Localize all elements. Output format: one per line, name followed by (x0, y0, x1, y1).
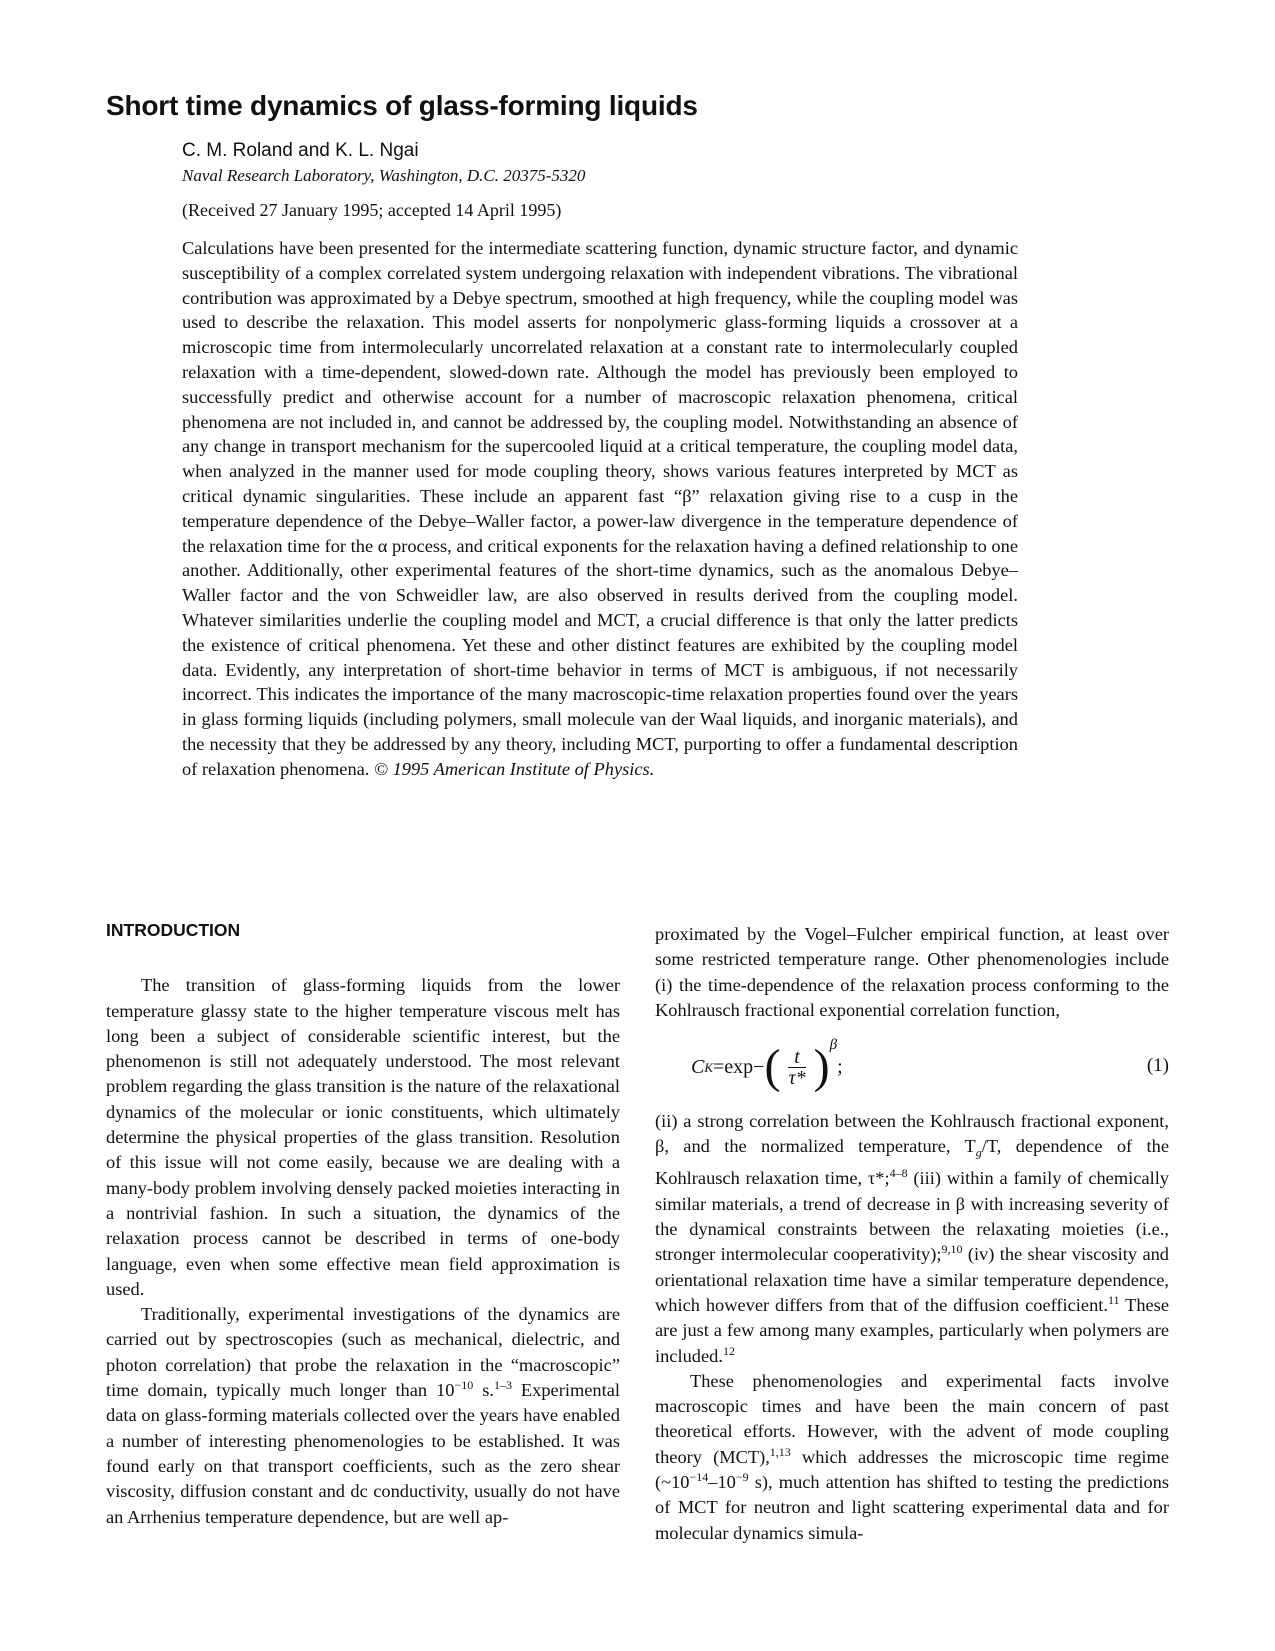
text-run: s. (473, 1380, 494, 1401)
reference-marker: 1,13 (769, 1444, 791, 1459)
subscript: g (975, 1146, 982, 1161)
text-run: –10 (708, 1472, 736, 1493)
reference-marker: 9,10 (941, 1242, 963, 1257)
right-paragraph-1: proximated by the Vogel–Fulcher empirical function, at least over some restricted temperature range. Other phenomenologies include (i) the time-dependence of the relaxation process conforming to the Kohlrausch fractional exponential correlation function, (655, 924, 1169, 1020)
text-run: These are just a few among many examples, particularly when polymers are included. (655, 1294, 1169, 1366)
paper-title: Short time dynamics of glass-forming liquids (106, 90, 698, 121)
text-run: Experimental data on glass-forming materials collected over the years have enabled a number of interesting phenomenologies to be established. It was found early on that transport coefficients, such as the zero shear viscosity, diffusion constant and dc conductivity, usually do not have an Arrhenius temperature dependence, but are well ap- (106, 1380, 620, 1527)
superscript: −10 (454, 1377, 474, 1392)
intro-paragraph-1: The transition of glass-forming liquids from the lower temperature glassy state to the higher temperature viscous melt has long been a subject of considerable scientific interest, but the phenomenon is still not adequately understood. The most relevant problem regarding the glass transition is the nature of the relaxational dynamics of the molecular or ionic constituents, which ultimately determine the physical properties of the glass transition. Resolution of this issue will not come easily, because we are dealing with a many-body problem involving densely packed moieties interacting in a nontrivial fashion. In such a situation, the dynamics of the relaxation process cannot be described in terms of one-body language, even when some effective mean field approximation is used. (106, 975, 620, 1299)
reference-marker: 12 (722, 1343, 735, 1358)
reference-marker: 4–8 (889, 1166, 908, 1181)
abstract (182, 236, 1018, 782)
text-run: (ii) a strong correlation between the Kohlrausch fractional exponent, β, and the normalized temperature, T (655, 1111, 1169, 1157)
text-run: which addresses the microscopic time regime (~10 (655, 1446, 1169, 1493)
right-paragraph-3 (655, 1369, 1169, 1546)
eq-fraction (782, 1047, 811, 1088)
eq-denominator: τ* (788, 1066, 806, 1089)
eq-lhs: C (691, 1056, 705, 1079)
intro-paragraph-2 (106, 1302, 620, 1530)
text-run: (iv) the shear viscosity and orientational relaxation time have a similar temperature dependence, which however differs from that of the diffusion coefficient. (655, 1244, 1169, 1315)
eq-tail: ; (837, 1056, 843, 1079)
text-run: These phenomenologies and experimental facts involve macroscopic times and have been the main concern of past theoretical efforts. However, with the advent of mode coupling theory (MCT), (655, 1370, 1169, 1467)
equation-number: (1) (1146, 1055, 1169, 1077)
affiliation: Naval Research Laboratory, Washington, D.C. 20375-5320 (182, 166, 586, 185)
equation-1 (655, 1035, 1169, 1097)
copyright-notice: © 1995 American Institute of Physics. (374, 758, 655, 779)
authors: C. M. Roland and K. L. Ngai (182, 140, 419, 161)
eq-lhs-subscript: K (704, 1059, 714, 1075)
eq-numerator: t (788, 1047, 806, 1068)
section-heading-introduction: INTRODUCTION (106, 920, 241, 940)
received-dates: (Received 27 January 1995; accepted 14 April 1995) (182, 200, 562, 220)
superscript: −14 (689, 1469, 709, 1484)
eq-exponent: β (829, 1036, 838, 1053)
text-run: Traditionally, experimental investigations of the dynamics are carried out by spectroscopies (such as mechanical, dielectric, and photon correlation) that probe the relaxation in the “macroscopic” time domain, typically much longer than 10 (106, 1304, 620, 1401)
text-run: (iii) within a family of chemically similar materials, a trend of decrease in β with increasing severity of the dynamical constraints between the relaxating moieties (i.e., stronger intermolecular cooperativity); (655, 1168, 1169, 1265)
left-paren: ( (764, 1040, 781, 1094)
superscript: −9 (735, 1469, 749, 1484)
eq-operator: =exp− (713, 1056, 765, 1079)
text-run: /T, dependence of the Kohlrausch relaxation time, τ*; (655, 1136, 1169, 1189)
right-paren: ) (813, 1040, 830, 1094)
right-paragraph-2 (655, 1109, 1169, 1369)
text-run: s), much attention has shifted to testing the predictions of MCT for neutron and light scattering experimental data and for molecular dynamics simula- (655, 1472, 1169, 1543)
right-column (655, 922, 1169, 1546)
reference-marker: 1–3 (493, 1377, 512, 1392)
left-column (106, 918, 620, 1530)
abstract-text: Calculations have been presented for the intermediate scattering function, dynamic structure factor, and dynamic susceptibility of a complex correlated system undergoing relaxation with independent vibrations. The vibrational contribution was approximated by a Debye spectrum, smoothed at high frequency, while the coupling model was used to describe the relaxation. This model asserts for nonpolymeric glass-forming liquids a crossover at a microscopic time from intermolecularly uncorrelated relaxation at a constant rate to intermolecularly coupled relaxation with a time-dependent, slowed-down rate. Although the model has previously been employed to successfully predict and otherwise account for a number of macroscopic relaxation phenomena, critical phenomena are not included in, and cannot be addressed by, the coupling model. Notwithstanding an absence of any change in transport mechanism for the supercooled liquid at a critical temperature, the coupling model data, when analyzed in the manner used for mode coupling theory, shows various features interpreted by MCT as critical dynamic singularities. These include an apparent fast “β” relaxation giving rise to a cusp in the temperature dependence of the Debye–Waller factor, a power-law divergence in the temperature dependence of the relaxation time for the α process, and critical exponents for the relaxation having a defined relationship to one another. Additionally, other experimental features of the short-time dynamics, such as the anomalous Debye–Waller factor and the von Schweidler law, are also observed in results derived from the coupling model. Whatever similarities underlie the coupling model and MCT, a crucial difference is that only the latter predicts the existence of critical phenomena. Yet these and other distinct features are exhibited by the coupling model data. Evidently, any interpretation of short-time behavior in terms of MCT is ambiguous, if not necessarily incorrect. This indicates the importance of the many macroscopic-time relaxation properties found over the years in glass forming liquids (including polymers, small molecule van der Waal liquids, and inorganic materials), and the necessity that they be addressed by any theory, including MCT, purporting to offer a fundamental description of relaxation phenomena. (182, 238, 1018, 779)
reference-marker: 11 (1107, 1292, 1120, 1307)
equation-body (691, 1036, 843, 1094)
